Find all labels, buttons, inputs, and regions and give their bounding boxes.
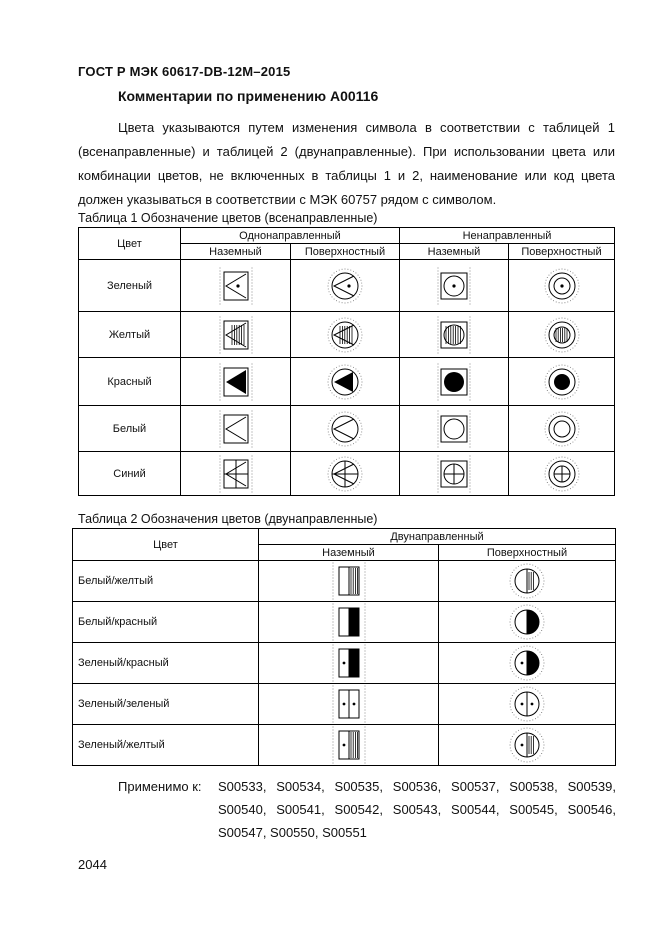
table2-row <box>73 643 616 684</box>
table2-bidirectional-colors <box>72 528 616 766</box>
surface-bidirectional-symbol <box>439 643 616 684</box>
table1-color-name: Белый <box>79 406 181 452</box>
table2-row <box>73 561 616 602</box>
table2-row <box>73 725 616 766</box>
table2-color-name: Зеленый/желтый <box>73 725 259 766</box>
surface-nondirectional-symbol <box>509 406 615 452</box>
ground-bidirectional-symbol <box>259 561 439 602</box>
applies-to-codes: S00533, S00534, S00535, S00536, S00537, S00538, S00539, S00540, S00541, S00542, S00543, S00544, S00545, S00546, S00547, S00550, S00551 <box>218 779 616 840</box>
table2-row <box>73 684 616 725</box>
ground-nondirectional-symbol <box>400 406 509 452</box>
ground-unidirectional-symbol <box>181 260 291 312</box>
ground-bidirectional-symbol <box>259 684 439 725</box>
table2-header-color: Цвет <box>73 529 259 561</box>
table1-omnidirectional-colors <box>78 227 615 496</box>
ground-bidirectional-symbol <box>259 643 439 684</box>
table2-caption: Таблица 2 Обозначения цветов (двунаправленные) <box>78 512 378 526</box>
surface-nondirectional-symbol <box>509 452 615 496</box>
table1-header-nondirectional: Ненаправленный <box>400 228 615 244</box>
table2-color-name: Белый/красный <box>73 602 259 643</box>
surface-unidirectional-symbol <box>291 452 400 496</box>
description-paragraph: Цвета указываются путем изменения символа в соответствии с таблицей 1 (всенаправленные) и таблицей 2 (двунаправленные). При использовании цвета или комбинации цветов, не включенных в таблицы 1 и 2, наименование или код цвета должен указываться в соответствии с МЭК 60757 рядом с символом. <box>78 120 615 207</box>
table1-caption: Таблица 1 Обозначение цветов (всенаправленные) <box>78 211 378 225</box>
document-header: ГОСТ Р МЭК 60617-DB-12M–2015 <box>78 64 291 79</box>
table2-header-surface: Поверхностный <box>439 545 616 561</box>
table1-header-surface-2: Поверхностный <box>509 244 615 260</box>
ground-unidirectional-symbol <box>181 452 291 496</box>
table1-header-surface: Поверхностный <box>291 244 400 260</box>
surface-bidirectional-symbol <box>439 725 616 766</box>
surface-unidirectional-symbol <box>291 312 400 358</box>
surface-nondirectional-symbol <box>509 260 615 312</box>
table1-color-name: Желтый <box>79 312 181 358</box>
page-number: 2044 <box>78 857 107 872</box>
table1-row <box>79 260 615 312</box>
surface-nondirectional-symbol <box>509 358 615 406</box>
table1-color-name: Синий <box>79 452 181 496</box>
surface-unidirectional-symbol <box>291 406 400 452</box>
table1-row <box>79 406 615 452</box>
table1-header-unidirectional: Однонаправленный <box>181 228 400 244</box>
surface-unidirectional-symbol <box>291 358 400 406</box>
table1-row <box>79 358 615 406</box>
table2-color-name: Зеленый/красный <box>73 643 259 684</box>
ground-nondirectional-symbol <box>400 312 509 358</box>
table2-row <box>73 602 616 643</box>
surface-bidirectional-symbol <box>439 561 616 602</box>
table1-header-ground-2: Наземный <box>400 244 509 260</box>
ground-unidirectional-symbol <box>181 312 291 358</box>
table1-color-name: Зеленый <box>79 260 181 312</box>
table2-color-name: Зеленый/зеленый <box>73 684 259 725</box>
ground-nondirectional-symbol <box>400 260 509 312</box>
table1-row <box>79 452 615 496</box>
applies-to-label: Применимо к: <box>118 779 202 794</box>
surface-bidirectional-symbol <box>439 684 616 725</box>
table2-header-ground: Наземный <box>259 545 439 561</box>
table1-color-name: Красный <box>79 358 181 406</box>
surface-nondirectional-symbol <box>509 312 615 358</box>
table1-header-ground: Наземный <box>181 244 291 260</box>
surface-unidirectional-symbol <box>291 260 400 312</box>
ground-unidirectional-symbol <box>181 358 291 406</box>
table1-header-color: Цвет <box>79 228 181 260</box>
surface-bidirectional-symbol <box>439 602 616 643</box>
table2-header-bidirectional: Двунаправленный <box>259 529 616 545</box>
ground-bidirectional-symbol <box>259 725 439 766</box>
ground-nondirectional-symbol <box>400 452 509 496</box>
table1-row <box>79 312 615 358</box>
section-title: Комментарии по применению A00116 <box>118 88 379 104</box>
ground-nondirectional-symbol <box>400 358 509 406</box>
table2-color-name: Белый/желтый <box>73 561 259 602</box>
ground-bidirectional-symbol <box>259 602 439 643</box>
ground-unidirectional-symbol <box>181 406 291 452</box>
